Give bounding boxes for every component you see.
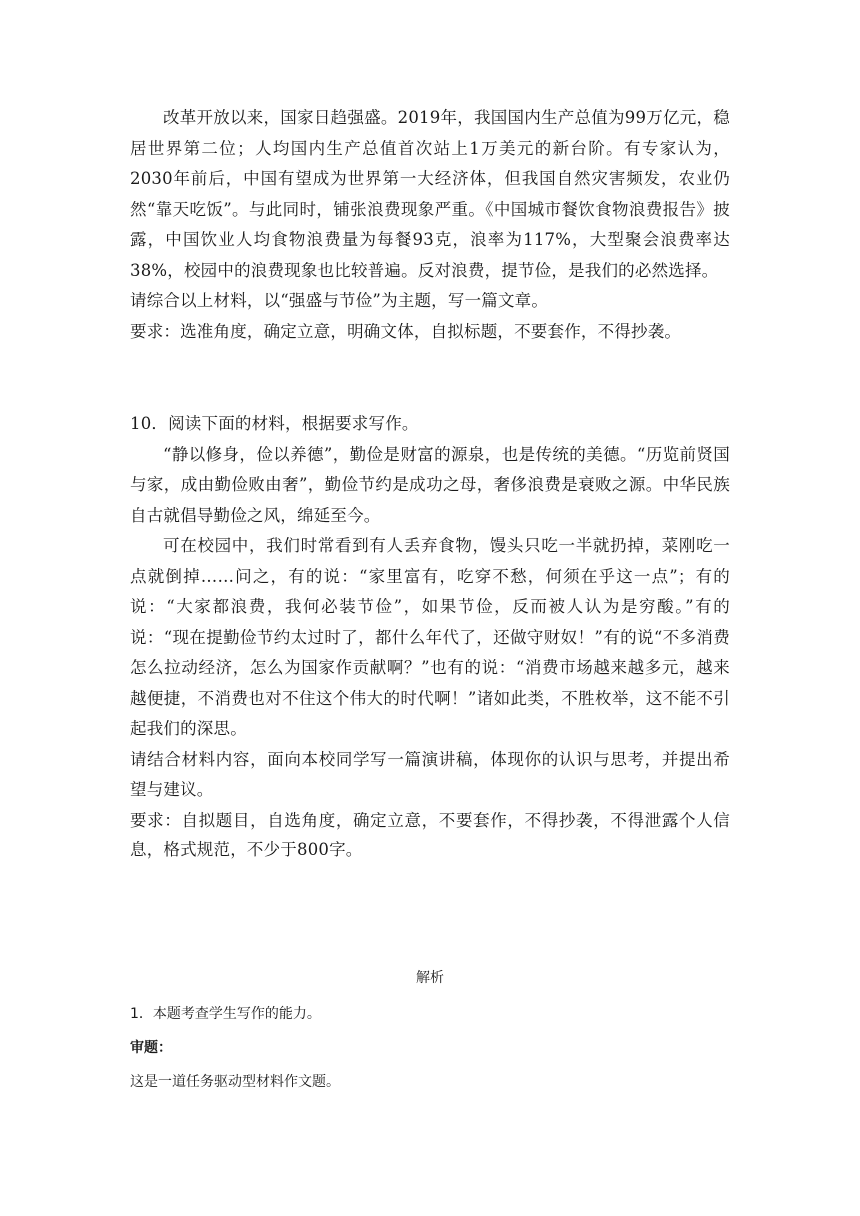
question-10-requirement: 要求：自拟题目，自选角度，确定立意，不要套作，不得抄袭，不得泄露个人信息，格式规范，不少于800字。 bbox=[130, 810, 730, 859]
question-10-task: 请结合材料内容，面向本校同学写一篇演讲稿，体现你的认识与思考，并提出希望与建议。 bbox=[130, 749, 730, 799]
analysis-title: 解析 bbox=[416, 970, 444, 986]
passage-top-task: 请综合以上材料，以“强盛与节俭”为主题，写一篇文章。 bbox=[130, 291, 549, 310]
question-10-paragraph-2: 可在校园中，我们时常看到有人丢弃食物，馒头只吃一半就扔掉，菜刚吃一点就倒掉……问之，有的说：“家里富有，吃穿不愁，何须在乎这一点”；有的说：“大家都浪费，我何必装节俭”，如果节俭，反而被人认为是穷酸。”有的说：“现在提勤俭节约太过时了，都什么年代了，还做守财奴！”有的说“不多消费怎么拉动经济，怎么为国家作贡献啊？”也有的说：“消费市场越来越多元，越来越便捷，不消费也对不住这个伟大的时代啊！”诸如此类，不胜枚举，这不能不引起我们的深思。 bbox=[130, 536, 730, 738]
analysis-review-label-block bbox=[130, 1038, 730, 1058]
analysis-item-1: 1．本题考查学生写作的能力。 bbox=[130, 1006, 321, 1022]
question-10-paragraph-1: “静以修身，俭以养德”，勤俭是财富的源泉，也是传统的美德。“历览前贤国与家，成由勤俭败由奢”，勤俭节约是成功之母，奢侈浪费是衰败之源。中华民族自古就倡导勤俭之风，绵延至今。 bbox=[130, 444, 730, 525]
question-10 bbox=[130, 409, 730, 864]
analysis-section bbox=[130, 968, 730, 988]
analysis-review-text: 这是一道任务驱动型材料作文题。 bbox=[130, 1074, 340, 1090]
analysis-item-1-block bbox=[130, 1004, 730, 1024]
question-10-heading: 10．阅读下面的材料，根据要求写作。 bbox=[130, 414, 419, 433]
analysis-review-label: 审题： bbox=[130, 1040, 172, 1056]
passage-top-paragraph: 改革开放以来，国家日趋强盛。2019年，我国国内生产总值为99万亿元，稳居世界第二位；人均国内生产总值首次站上1万美元的新台阶。有专家认为，2030年前后，中国有望成为世界第一大经济体，但我国自然灾害频发，农业仍然“靠天吃饭”。与此同时，铺张浪费现象严重。《中国城市餐饮食物浪费报告》披露，中国饮业人均食物浪费量为每餐93克，浪率为117%，大型聚会浪费率达38%，校园中的浪费现象也比较普遍。反对浪费，提节俭，是我们的必然选择。 bbox=[130, 108, 730, 280]
passage-top-requirement: 要求：选准角度，确定立意，明确文体，自拟标题，不要套作，不得抄袭。 bbox=[130, 321, 682, 341]
passage-top bbox=[130, 103, 730, 347]
analysis-review-text-block bbox=[130, 1072, 730, 1092]
